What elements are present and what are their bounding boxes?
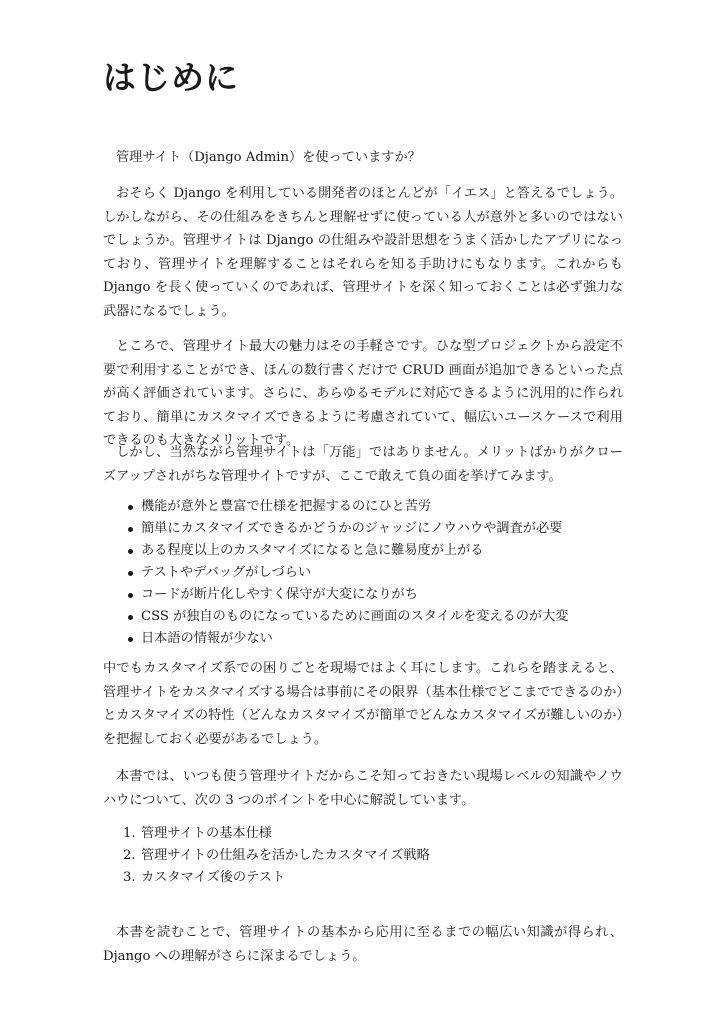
list-item: 日本語の情報が少ない — [103, 628, 623, 650]
list-item: コードが断片化しやすく保守が大変になりがち — [103, 584, 623, 606]
list-item: CSS が独自のものになっているために画面のスタイルを変えるのが大変 — [103, 606, 623, 628]
list-item — [103, 845, 623, 867]
item-text: 管理サイトの基本仕様 — [141, 826, 272, 841]
list-item — [103, 867, 623, 889]
item-number: 2. — [123, 848, 136, 863]
list-item: 簡単にカスタマイズできるかどうかのジャッジにノウハウや調査が必要 — [103, 518, 623, 540]
item-number: 3. — [123, 870, 136, 885]
points-list — [103, 823, 623, 889]
paragraph-conclusion: 本書を読むことで、管理サイトの基本から応用に至るまでの幅広い知識が得られ、Django への理解がさらに深まるでしょう。 — [103, 925, 623, 964]
paragraph-book-overview: 本書では、いつも使う管理サイトだからこそ知っておきたい現場レベルの知識やノウハウについて、次の 3 つのポイントを中心に解説しています。 — [103, 769, 623, 808]
intro-question: 管理サイト（Django Admin）を使っていますか？ — [116, 150, 421, 165]
drawbacks-list — [103, 496, 623, 650]
item-text: 管理サイトの仕組みを活かしたカスタマイズ戦略 — [141, 848, 430, 863]
paragraph-admin-not-universal: しかし、当然ながら管理サイトは「万能」ではありません。メリットばかりがクローズアップされがちな管理サイトですが、ここで敢えて負の面を挙げてみます。 — [103, 445, 623, 484]
paragraph-admin-appeal: ところで、管理サイト最大の魅力はその手軽さです。ひな型プロジェクトから設定不要で利用することができ、ほんの数行書くだけで CRUD 画面が追加できるといった点が高く評価されています。さらに、あらゆるモデルに対応できるように汎用的に作られており、簡単にカスタマイズできるように考慮されていて、幅広いユースケースで利用できるのも大きなメリットです。 — [103, 339, 623, 448]
list-item: ある程度以上のカスタマイズになると急に難易度が上がる — [103, 540, 623, 562]
item-number: 1. — [123, 826, 136, 841]
item-text: カスタマイズ後のテスト — [141, 870, 286, 885]
paragraph-customization-issues: 中でもカスタマイズ系での困りごとを現場ではよく耳にします。これらを踏まえると、管理サイトをカスタマイズする場合は事前にその限界（基本仕様でどこまでできるのか）とカスタマイズの特性（どんなカスタマイズが簡単でどんなカスタマイズが難しいのか）を把握しておく必要があるでしょう。 — [103, 661, 623, 747]
page-title: はじめに — [103, 58, 239, 97]
paragraph-admin-importance: おそらく Django を利用している開発者のほとんどが「イエス」と答えるでしょう。しかしながら、その仕組みをきちんと理解せずに使っている人が意外と多いのではないでしょうか。管理サイトは Django の仕組みや設計思想をうまく活かしたアプリになっており、管理サイトを理解することはそれらを知る手助けにもなります。これからも Django を長く使っていくのであれば、管理サイトを深く知っておくことは必ず強力な武器になるでしょう。 — [103, 186, 623, 319]
list-item: 機能が意外と豊富で仕様を把握するのにひと苦労 — [103, 496, 623, 518]
list-item — [103, 823, 623, 845]
list-item: テストやデバッグがしづらい — [103, 562, 623, 584]
